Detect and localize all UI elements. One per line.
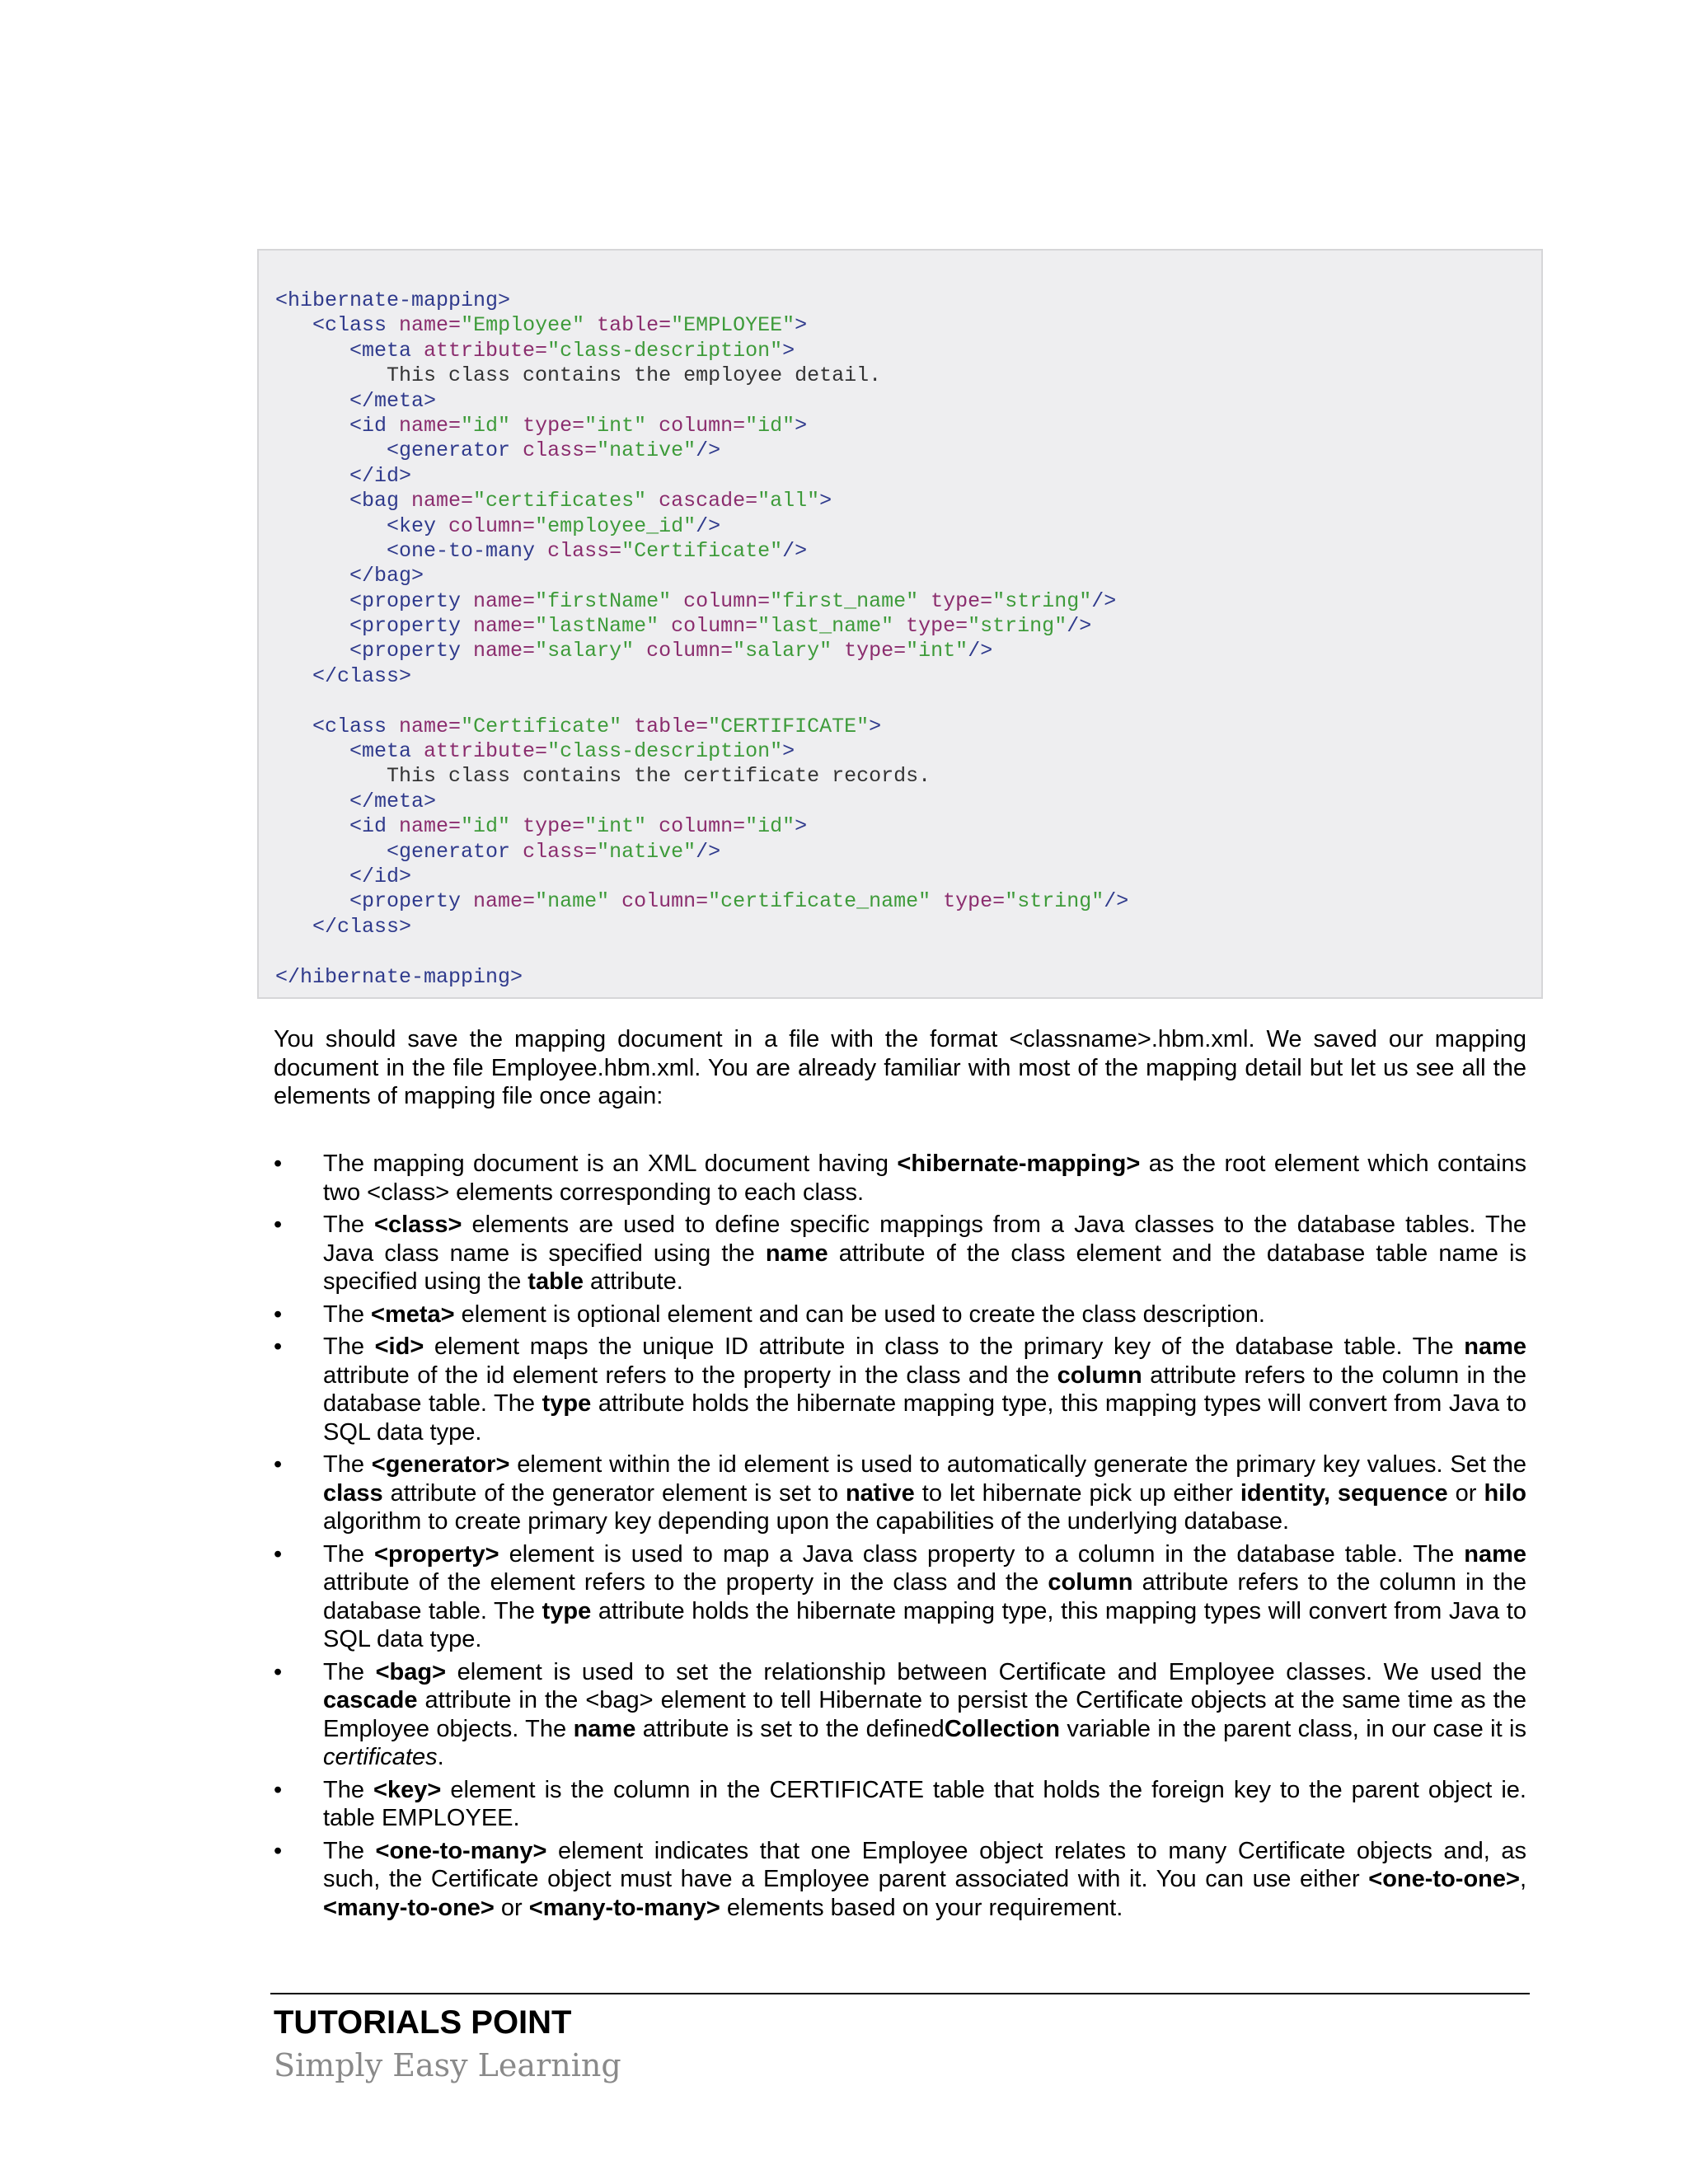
code-token: type=: [844, 639, 907, 663]
code-token: "firstName": [535, 588, 684, 613]
code-token: />: [1091, 588, 1117, 613]
code-token: "salary": [535, 639, 647, 663]
code-token: table=: [597, 313, 672, 338]
list-text: attribute holds the hibernate mapping type, this mapping types will convert from Java to SQL data type.: [323, 1390, 1526, 1446]
list-text: The mapping document is an XML document having: [323, 1151, 898, 1177]
code-line: [275, 589, 1541, 614]
bold-term: name: [765, 1240, 828, 1267]
bold-term: <many-to-many>: [528, 1894, 720, 1921]
code-line: [275, 689, 1541, 714]
bold-term: <bag>: [375, 1658, 447, 1685]
code-line: [275, 313, 1541, 338]
code-token: "id": [461, 814, 523, 839]
code-token: <generator: [387, 438, 523, 463]
code-token: />: [968, 639, 993, 663]
list-text: attribute of the class element and the database table name is specified using the: [323, 1240, 1526, 1295]
code-token: "Employee": [461, 313, 598, 338]
code-token: <id: [349, 413, 400, 438]
code-token: [275, 639, 349, 663]
code-token: />: [696, 438, 721, 463]
code-token: type=: [523, 814, 585, 839]
list-text: to let hibernate pick up either: [914, 1479, 1240, 1507]
code-token: [275, 790, 349, 813]
code-token: type=: [943, 889, 1006, 914]
bullet-marker: •: [274, 1212, 283, 1238]
code-token: type=: [523, 413, 585, 438]
code-line: [275, 339, 1541, 363]
code-token: "string": [992, 588, 1092, 613]
code-line: [275, 865, 1541, 889]
list-text: attribute of the element refers to the property in the class and the: [323, 1569, 1048, 1596]
element-description-list: [274, 1150, 1526, 1926]
code-line: [275, 389, 1541, 414]
code-token: </class>: [312, 663, 412, 688]
code-token: [275, 715, 312, 738]
code-line: [275, 764, 1541, 789]
code-token: "string": [1005, 889, 1104, 914]
code-token: >: [795, 313, 808, 338]
code-token: />: [1104, 889, 1129, 914]
code-token: "CERTIFICATE": [708, 714, 870, 738]
code-token: "class-description": [547, 338, 783, 363]
code-line: [275, 564, 1541, 588]
code-token: [275, 614, 349, 638]
list-text: element is used to map a Java class property to a column in the database table. The: [499, 1540, 1465, 1568]
code-token: "employee_id": [535, 513, 696, 538]
code-token: "certificates": [473, 489, 659, 513]
bold-term: class: [323, 1479, 383, 1507]
code-token: name=: [473, 614, 536, 639]
bold-term: native: [845, 1479, 915, 1507]
list-item: [274, 1658, 1526, 1772]
list-text: attribute refers to the column in the database table. The: [323, 1361, 1526, 1417]
code-line: [275, 739, 1541, 764]
list-text: attribute in the <bag> element to tell Hibernate to persist the Certificate objects at the same time as the Employee objects. The: [323, 1687, 1526, 1742]
list-text: element is the column in the CERTIFICATE table that holds the foreign key to the parent object ie. table EMPLOYEE.: [323, 1776, 1526, 1831]
code-line: [275, 514, 1541, 539]
list-text: element is optional element and can be used to create the class description.: [454, 1301, 1265, 1328]
code-token: class=: [523, 438, 598, 463]
bold-term: <key>: [373, 1776, 442, 1803]
code-token: type=: [906, 614, 968, 639]
code-line: [275, 790, 1541, 814]
list-item: [274, 1776, 1526, 1833]
bullet-marker: •: [274, 1333, 283, 1360]
code-token: [275, 414, 349, 438]
list-text: attribute of the id element refers to the property in the class and the: [323, 1361, 1057, 1389]
code-token: "native": [597, 839, 696, 864]
code-line: [275, 489, 1541, 513]
code-token: "all": [757, 489, 820, 513]
code-token: name=: [399, 814, 462, 839]
list-text: variable in the parent class, in our case it is: [1059, 1715, 1526, 1742]
code-token: "native": [597, 438, 696, 463]
code-token: "int": [584, 413, 659, 438]
bullet-marker: •: [274, 1151, 283, 1177]
bold-term: <property>: [374, 1540, 499, 1568]
list-item: [274, 1150, 1526, 1207]
bullet-marker: •: [274, 1658, 283, 1685]
code-token: "Certificate": [461, 714, 635, 738]
code-token: </class>: [312, 914, 412, 939]
code-token: >: [782, 739, 795, 764]
code-token: />: [696, 839, 721, 864]
code-token: [275, 739, 349, 763]
code-token: attribute=: [424, 338, 548, 363]
list-text: attribute.: [583, 1268, 683, 1295]
code-token: "class-description": [547, 739, 783, 764]
bold-term: name: [1464, 1540, 1527, 1568]
bullet-marker: •: [274, 1837, 283, 1864]
list-text: The: [323, 1658, 376, 1685]
code-line: [275, 363, 1541, 388]
bold-term: table: [528, 1268, 584, 1295]
code-line: [275, 840, 1541, 865]
code-token: [275, 664, 312, 688]
list-text: elements are used to define specific mappings from a Java classes to the database tables. The Java class name is specified using the: [323, 1212, 1527, 1267]
list-text: ,: [1519, 1866, 1526, 1892]
code-token: name=: [473, 889, 536, 914]
code-token: name=: [399, 714, 462, 738]
bold-term: <one-to-many>: [375, 1837, 547, 1864]
code-token: type=: [931, 588, 993, 613]
code-token: <hibernate-mapping>: [275, 288, 511, 312]
code-token: />: [782, 538, 808, 563]
bold-term: <meta>: [371, 1301, 455, 1328]
code-token: />: [696, 513, 721, 538]
code-token: "int": [584, 814, 659, 839]
list-text: element within the id element is used to automatically generate the primary key values. Set the: [509, 1451, 1526, 1478]
bold-term: <class>: [374, 1212, 462, 1238]
bold-term: type: [542, 1597, 592, 1624]
list-text: attribute holds the hibernate mapping type, this mapping types will convert from Java to SQL data type.: [323, 1597, 1526, 1652]
bold-term: column: [1048, 1569, 1133, 1596]
code-token: [275, 339, 349, 363]
code-token: <class: [312, 313, 400, 338]
code-token: column=: [659, 814, 746, 839]
code-token: "id": [745, 814, 795, 839]
code-token: [275, 464, 349, 488]
list-text: element is used to set the relationship between Certificate and Employee classes. We used the: [446, 1658, 1526, 1685]
code-token: </id>: [349, 864, 412, 888]
code-token: name=: [399, 413, 462, 438]
bold-term: cascade: [323, 1687, 418, 1713]
code-token: [275, 564, 349, 588]
list-item: [274, 1301, 1526, 1329]
code-token: [275, 389, 349, 413]
code-token: "salary": [733, 639, 845, 663]
code-line: [275, 915, 1541, 940]
list-item: [274, 1837, 1526, 1923]
code-token: This class contains the employee detail.: [275, 363, 882, 388]
code-token: </meta>: [349, 789, 437, 813]
italic-term: certificates: [323, 1744, 438, 1770]
list-item: [274, 1333, 1526, 1446]
code-token: <property: [349, 639, 474, 663]
bold-term: hilo: [1484, 1479, 1526, 1507]
code-token: "certificate_name": [708, 889, 944, 914]
code-token: "last_name": [757, 614, 907, 639]
code-token: [275, 313, 312, 337]
bold-term: Collection: [944, 1715, 1060, 1742]
list-text: The: [323, 1837, 376, 1864]
list-item: [274, 1451, 1526, 1536]
code-line: [275, 464, 1541, 489]
code-line: [275, 664, 1541, 689]
bold-term: identity, sequence: [1240, 1479, 1448, 1507]
code-line: [275, 889, 1541, 914]
list-text: or: [494, 1894, 529, 1921]
bold-term: column: [1057, 1361, 1142, 1389]
code-line: [275, 639, 1541, 663]
code-token: column=: [646, 639, 734, 663]
list-text: algorithm to create primary key depending upon the capabilities of the underlying database.: [323, 1508, 1290, 1535]
bullet-marker: •: [274, 1776, 283, 1803]
code-token: </meta>: [349, 388, 437, 413]
code-token: <bag: [349, 489, 412, 513]
code-token: "first_name": [770, 588, 931, 613]
code-token: >: [819, 489, 832, 513]
code-line: [275, 715, 1541, 739]
list-text: The: [323, 1333, 375, 1360]
bold-term: name: [573, 1715, 636, 1742]
bold-term: name: [1464, 1333, 1526, 1360]
code-token: <key: [387, 513, 449, 538]
code-token: >: [869, 714, 882, 738]
code-token: name=: [399, 313, 462, 338]
code-token: [275, 814, 349, 838]
code-line: [275, 438, 1541, 463]
bold-term: type: [542, 1390, 592, 1417]
code-token: "id": [745, 413, 795, 438]
code-token: [275, 539, 387, 563]
code-token: [275, 915, 312, 939]
code-token: "id": [461, 413, 523, 438]
code-line: [275, 814, 1541, 839]
footer-tagline: Simply Easy Learning: [274, 2047, 621, 2083]
list-text: as the root element which contains two <class> elements corresponding to each class.: [323, 1151, 1526, 1206]
code-token: >: [795, 814, 808, 839]
code-token: column=: [671, 614, 758, 639]
list-text: element maps the unique ID attribute in class to the primary key of the database table. The: [424, 1333, 1465, 1360]
list-text: element indicates that one Employee object relates to many Certificate objects and, as such, the Certificate object must have a Employee parent associated with it. You can use either: [323, 1837, 1527, 1892]
code-token: column=: [683, 588, 771, 613]
code-line: [275, 414, 1541, 438]
code-token: </hibernate-mapping>: [275, 964, 523, 989]
code-token: [275, 438, 387, 462]
code-token: This class contains the certificate records.: [275, 764, 931, 789]
code-token: class=: [547, 538, 622, 563]
code-token: "name": [535, 889, 622, 914]
code-token: attribute=: [424, 739, 548, 764]
code-token: <property: [349, 889, 474, 914]
code-line: [275, 965, 1541, 990]
bold-term: <generator>: [371, 1451, 510, 1478]
code-token: [275, 889, 349, 913]
list-text: The: [323, 1540, 375, 1568]
bullet-marker: •: [274, 1301, 283, 1328]
code-line: [275, 288, 1541, 313]
bold-term: <many-to-one>: [323, 1894, 495, 1921]
code-token: name=: [473, 639, 536, 663]
list-text: or: [1447, 1479, 1484, 1507]
code-token: <id: [349, 814, 400, 839]
code-token: <meta: [349, 338, 424, 363]
code-token: <generator: [387, 839, 523, 864]
code-token: "string": [968, 614, 1067, 639]
code-block: [257, 249, 1543, 999]
bullet-marker: •: [274, 1540, 283, 1568]
code-token: [275, 489, 349, 513]
list-text: attribute is set to the defined: [635, 1715, 945, 1742]
list-text: attribute refers to the column in the database table. The: [323, 1569, 1526, 1624]
code-token: />: [1067, 614, 1092, 639]
intro-paragraph: You should save the mapping document in a file with the format <classname>.hbm.xml. We saved our mapping document in the file Employee.hbm.xml. You are already familiar with most of the mapping detail but let us see all the elements of mapping file once again:: [274, 1026, 1526, 1109]
footer-divider: [270, 1993, 1530, 1994]
bold-term: <hibernate-mapping>: [897, 1151, 1141, 1177]
code-token: "EMPLOYEE": [671, 313, 795, 338]
list-item: [274, 1540, 1526, 1654]
list-text: attribute of the generator element is set to: [382, 1479, 846, 1507]
code-token: >: [782, 338, 795, 363]
code-token: "lastName": [535, 614, 672, 639]
code-token: class=: [523, 839, 598, 864]
code-token: column=: [659, 413, 746, 438]
code-token: </bag>: [349, 564, 424, 588]
list-item: [274, 1211, 1526, 1296]
code-token: </id>: [349, 463, 412, 488]
code-token: column=: [448, 513, 536, 538]
bullet-marker: •: [274, 1451, 283, 1478]
code-line: [275, 539, 1541, 564]
code-token: "int": [906, 639, 968, 663]
code-token: column=: [621, 889, 709, 914]
code-token: >: [795, 413, 808, 438]
list-text: The: [323, 1451, 372, 1478]
code-line: [275, 940, 1541, 964]
code-token: <class: [312, 714, 400, 738]
code-token: cascade=: [659, 489, 758, 513]
code-token: [275, 514, 387, 538]
code-token: [275, 589, 349, 613]
list-text: The: [323, 1776, 374, 1803]
code-line: [275, 614, 1541, 639]
bold-term: <one-to-one>: [1368, 1866, 1520, 1892]
code-token: [275, 840, 387, 864]
code-token: [275, 865, 349, 888]
bold-term: <id>: [374, 1333, 424, 1360]
code-token: <property: [349, 614, 474, 639]
code-token: name=: [411, 489, 474, 513]
list-text: The: [323, 1212, 375, 1238]
list-text: elements based on your requirement.: [720, 1894, 1123, 1921]
code-token: <one-to-many: [387, 538, 548, 563]
code-token: <property: [349, 588, 474, 613]
list-text: The: [323, 1301, 372, 1328]
list-text: .: [437, 1744, 444, 1770]
code-token: "Certificate": [621, 538, 783, 563]
code-token: table=: [634, 714, 709, 738]
code-token: <meta: [349, 739, 424, 764]
code-token: name=: [473, 588, 536, 613]
footer-brand: TUTORIALS POINT: [274, 2004, 572, 2041]
